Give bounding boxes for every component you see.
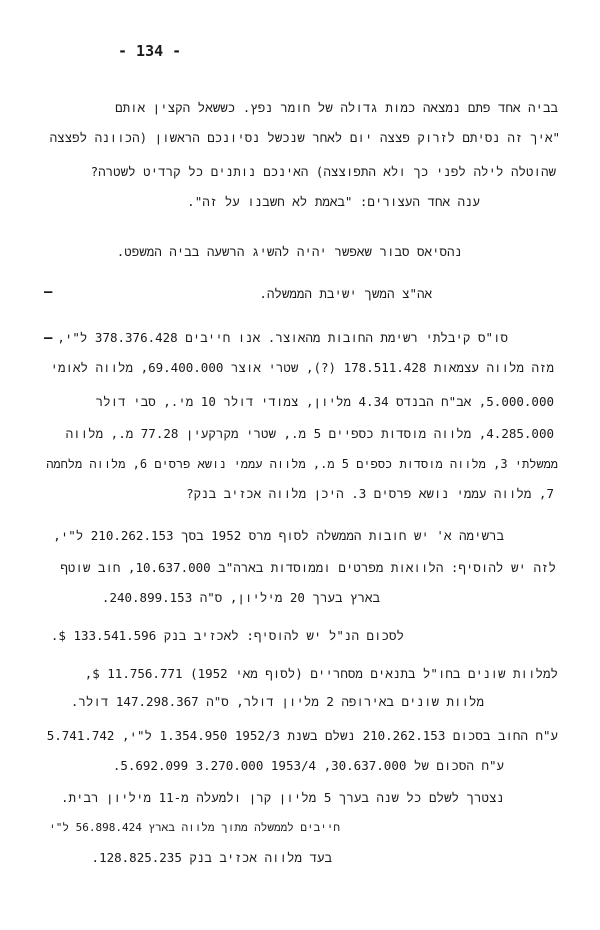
paragraph-6-line-1: ע"ח החוב בסכום 210.262.153 נשלם בשנת 1952/3 1.354.950 ל"י, 5.741.742 <box>46 728 558 743</box>
paragraph-5-line-1: למלוות שונים בחו"ל בתנאים מסחריים (לסוף מאי 1952) 11.756.771 $, <box>84 666 558 681</box>
page-number: - 134 - <box>118 42 182 60</box>
item-2-line-5: ממשלתי 3, מלווה מוסדות כספים 5 מ., מלווה עממי נושא פרסים 6, מלווה מלחמה <box>46 457 558 471</box>
paragraph-6-line-3: נצטרך לשלם כל שנה בערך 5 מליון קרן ולמעלה מ-11 מיליון רבית. <box>61 790 504 805</box>
item-1-dash: – <box>44 284 53 300</box>
item-2-line-6: 7, מלווה עממי נושא פרסים 3. היכן מלווה אכזיב בנק? <box>186 486 554 501</box>
item-2-line-3: 5.000.000, אב"ח הבנדס 4.34 מליון, צמודי דולר 10 מי., סבי דולר <box>95 394 554 409</box>
paragraph-3-line-3: בארץ בערך 20 מיליון, ס"ה 240.899.153. <box>101 590 380 605</box>
item-2-line-2: מזה מלווה עצמאות 178.511.428 (?), שטרי אוצר 69.400.000, מלווה לאומי <box>50 360 554 375</box>
paragraph-6-line-5: בעד מלווה אכזיב בנק 128.825.235. <box>91 850 332 865</box>
paragraph-6-line-2: ע"ח הסכום של 30.637.000, 1953/4 3.270.000 5.692.099. <box>112 758 504 773</box>
paragraph-1-line-2: "איך זה נסיתם לזרוק פצצה יום לאחר שנכשל נסיונכם הראשון (הכוונה לפצצה <box>49 130 560 145</box>
paragraph-4: לסכום הנ"ל יש להוסיף: לאכזיב בנק 133.541.596 $. <box>50 628 404 643</box>
item-1-text: אה"צ המשך ישיבת הממשלה. <box>259 286 432 301</box>
item-2-line-4: 4.285.000, מלווה מוסדות כספיים 5 מ., שטרי מקרקעין 77.28 מ., מלווה <box>65 426 554 441</box>
paragraph-1-line-1: בביה אחד פתם נמצאה כמות גדולה של חומר נפץ. כששאל הקצין אותם <box>115 100 558 115</box>
item-2-dash: – <box>44 330 53 346</box>
paragraph-5-line-2: מלוות שונים באירופה 2 מליון דולר, ס"ה 147.298.367 דולר. <box>70 694 484 709</box>
paragraph-3-line-2: לזה יש להוסיף: הלוואות מפרטים וממוסדות בארה"ב 10.637.000, חוב שוטף <box>60 560 556 575</box>
paragraph-3-line-1: ברשימה א' יש חובות הממשלה לסוף מרס 1952 בסך 210.262.153 ל"י, <box>53 528 504 543</box>
paragraph-1-line-3: שהוטלה לילה לפני כך ולא התפוצצה) האינכם נותנים כל קרדיט לשטרה? <box>90 164 556 179</box>
paragraph-2: נהסיאס סבור שאפשר יהיה להשיג הרשעה בביה המשפט. <box>116 244 462 259</box>
paragraph-6-line-4: חייבים לממשלה מתוך מלווה בארץ 56.898.424 ל"י <box>49 821 340 834</box>
paragraph-1-line-4: ענה אחד העצורים: "באמת לא חשבנו על זה". <box>187 194 480 209</box>
item-2-line-1: סו"ס קיבלתי רשימת החובות מהאוצר. אנו חייבים 378.376.428 ל"י, <box>57 330 508 345</box>
